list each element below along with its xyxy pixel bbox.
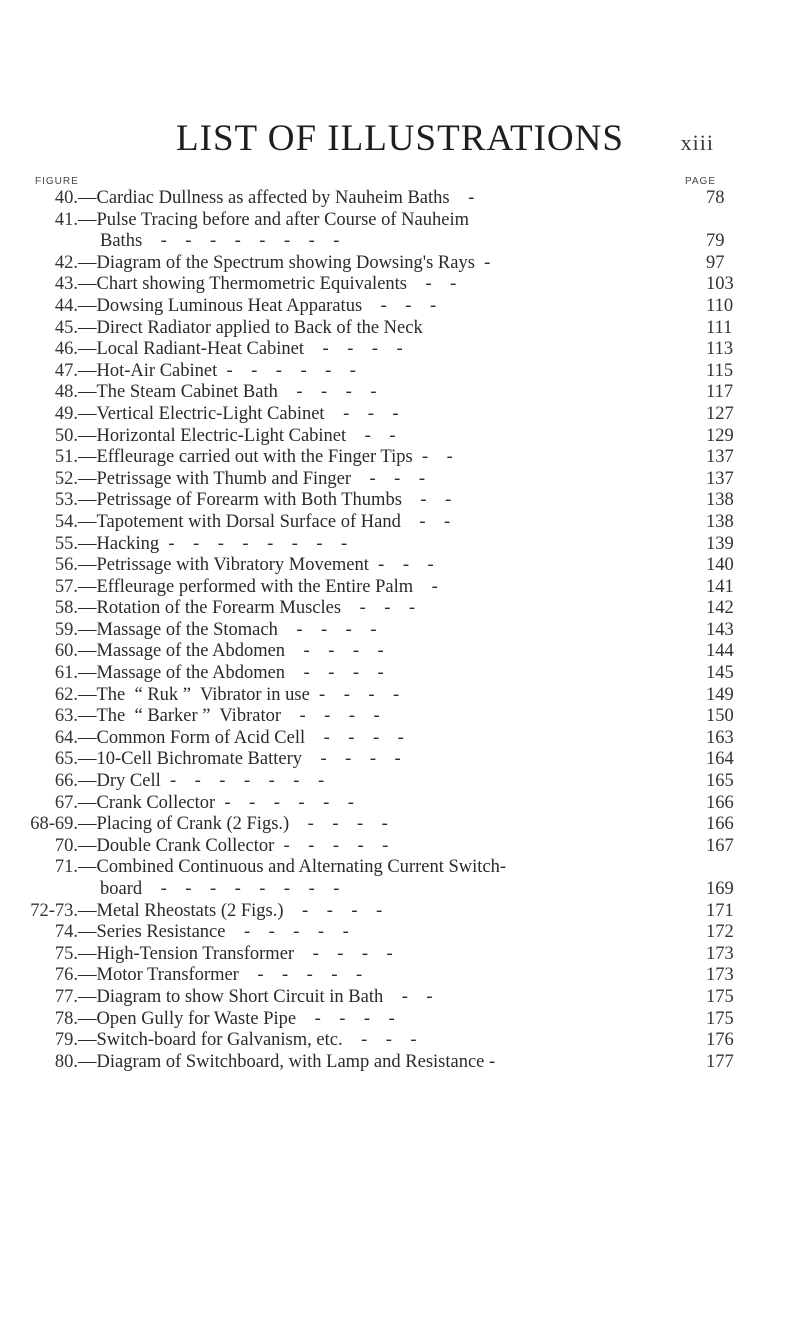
caption-line: —Open Gully for Waste Pipe - - - - [78, 1008, 395, 1029]
figure-caption [78, 1009, 718, 1031]
page-reference: 110 [706, 295, 734, 316]
figure-caption [78, 382, 718, 404]
figure-caption [78, 598, 718, 620]
page-reference: 175 [706, 986, 734, 1007]
figure-caption [78, 901, 718, 923]
caption-line: —The Steam Cabinet Bath - - - - [78, 382, 377, 403]
list-item [0, 857, 800, 900]
caption-line: —Double Crank Collector - - - - - [78, 835, 389, 856]
page-reference: 97 [706, 252, 725, 273]
figure-caption [78, 210, 718, 253]
caption-line: —The “ Ruk ” Vibrator in use - - - - [78, 684, 400, 705]
figure-number: 62. [54, 684, 78, 705]
figure-caption [78, 836, 718, 858]
page-reference: 78 [706, 188, 725, 208]
figure-caption [78, 426, 718, 448]
figure-number: 42. [54, 252, 78, 273]
figure-number: 54. [54, 511, 78, 532]
figure-number: 58. [54, 598, 78, 619]
list-item [0, 426, 800, 448]
page-reference: 172 [706, 922, 734, 943]
list-item [0, 814, 800, 836]
figure-number: 67. [54, 792, 78, 813]
page-reference: 140 [706, 555, 734, 576]
caption-line: —Petrissage with Vibratory Movement - - - [78, 555, 434, 576]
page-reference: 169 [706, 879, 734, 899]
list-item [0, 922, 800, 944]
caption-line: board - - - - - - - - [100, 879, 340, 899]
page-reference: 129 [706, 425, 734, 446]
page-column-label: PAGE [684, 176, 716, 187]
page-reference: 166 [706, 792, 734, 813]
list-item [0, 771, 800, 793]
figure-number: 78. [54, 1008, 78, 1029]
page-reference: 175 [706, 1008, 734, 1029]
figure-number: 48. [54, 382, 78, 403]
figure-caption [78, 274, 718, 296]
figure-number: 79. [54, 1030, 78, 1051]
page-reference: 138 [706, 511, 734, 532]
figure-number: 41. [54, 209, 78, 230]
caption-line: —Effleurage carried out with the Finger Tips - - [78, 447, 453, 468]
caption-line: —Massage of the Stomach - - - - [78, 619, 377, 640]
figure-caption [78, 944, 718, 966]
caption-line: —Vertical Electric-Light Cabinet - - - [78, 403, 399, 424]
list-item [0, 663, 800, 685]
caption-line: —Combined Continuous and Alternating Current Switch- [78, 857, 507, 878]
page-reference: 115 [706, 360, 734, 381]
list-item [0, 965, 800, 987]
page-reference: 176 [706, 1030, 734, 1051]
caption-line: —Effleurage performed with the Entire Palm - [78, 576, 438, 597]
figure-number: 77. [54, 986, 78, 1007]
caption-line: —Metal Rheostats (2 Figs.) - - - - [78, 900, 383, 921]
figure-number: 43. [54, 274, 78, 295]
figure-number: 74. [54, 922, 78, 943]
page-reference: 117 [706, 382, 734, 403]
caption-line: Baths - - - - - - - - [100, 231, 340, 252]
figure-caption [78, 922, 718, 944]
figure-number: 71. [54, 857, 78, 878]
page-reference: 111 [706, 317, 733, 338]
figure-caption [78, 814, 718, 836]
page-reference: 173 [706, 965, 734, 986]
list-item [0, 836, 800, 858]
caption-line: —Switch-board for Galvanism, etc. - - - [78, 1030, 417, 1051]
page-reference: 163 [706, 727, 734, 748]
figure-number: 63. [54, 706, 78, 727]
caption-line: —Crank Collector - - - - - - [78, 792, 354, 813]
list-item [0, 274, 800, 296]
figure-caption [78, 793, 718, 815]
figure-caption [78, 490, 718, 512]
page-reference: 171 [706, 900, 734, 921]
figure-number: 55. [54, 533, 78, 554]
page-reference: 173 [706, 943, 734, 964]
caption-line: —Massage of the Abdomen - - - - [78, 663, 384, 684]
list-item [0, 382, 800, 404]
figure-column-label: FIGURE [35, 176, 79, 187]
list-item [0, 296, 800, 318]
page-reference: 150 [706, 706, 734, 727]
caption-line: —Dry Cell - - - - - - - [78, 771, 325, 792]
caption-line: —Petrissage of Forearm with Both Thumbs - - [78, 490, 452, 511]
list-item [0, 944, 800, 966]
page-reference: 167 [706, 835, 734, 856]
figure-caption [78, 728, 718, 750]
list-item [0, 987, 800, 1009]
list-item [0, 210, 800, 253]
list-item [0, 706, 800, 728]
figure-caption [78, 663, 718, 685]
figure-caption [78, 512, 718, 534]
caption-line: —Common Form of Acid Cell - - - - [78, 727, 404, 748]
page-reference: 141 [706, 576, 734, 597]
figure-caption [78, 447, 718, 469]
caption-line: —Tapotement with Dorsal Surface of Hand - - [78, 511, 451, 532]
figure-caption [78, 253, 718, 275]
figure-caption [78, 534, 718, 556]
figure-number: 76. [54, 965, 78, 986]
figure-number: 70. [54, 835, 78, 856]
list-item [0, 577, 800, 599]
page-reference: 113 [706, 339, 734, 360]
figure-number: 60. [54, 641, 78, 662]
figure-number: 72-73. [30, 900, 78, 921]
page-reference: 149 [706, 684, 734, 705]
caption-line: —Cardiac Dullness as affected by Nauheim Baths - [78, 188, 475, 208]
caption-line: —Diagram to show Short Circuit in Bath - - [78, 986, 433, 1007]
caption-line: —Placing of Crank (2 Figs.) - - - - [78, 814, 388, 835]
page-reference: 166 [706, 814, 734, 835]
figure-caption [78, 577, 718, 599]
caption-line: —Dowsing Luminous Heat Apparatus - - - [78, 295, 437, 316]
list-item [0, 447, 800, 469]
figure-number: 66. [54, 771, 78, 792]
caption-line: —Hacking - - - - - - - - [78, 533, 348, 554]
figure-caption [78, 339, 718, 361]
caption-line: —The “ Barker ” Vibrator - - - - [78, 706, 380, 727]
figure-number: 40. [54, 188, 78, 208]
list-item [0, 490, 800, 512]
figure-caption [78, 1030, 718, 1052]
figure-number: 46. [54, 339, 78, 360]
figure-caption [78, 296, 718, 318]
figure-caption [78, 361, 718, 383]
page-reference: 144 [706, 641, 734, 662]
list-item [0, 555, 800, 577]
list-item [0, 253, 800, 275]
page-reference: 177 [706, 1051, 734, 1072]
figure-number: 59. [54, 619, 78, 640]
caption-line: —10-Cell Bichromate Battery - - - - [78, 749, 401, 770]
figure-number: 51. [54, 447, 78, 468]
list-item [0, 512, 800, 534]
figure-caption [78, 771, 718, 793]
figure-caption [78, 1052, 718, 1074]
caption-line: —Pulse Tracing before and after Course of Nauheim [78, 209, 469, 230]
figure-caption [78, 706, 718, 728]
figure-number: 56. [54, 555, 78, 576]
figure-number: 50. [54, 425, 78, 446]
figure-caption [78, 620, 718, 642]
figure-caption [78, 404, 718, 426]
figure-number: 52. [54, 468, 78, 489]
caption-line: —Massage of the Abdomen - - - - [78, 641, 384, 662]
figure-number: 47. [54, 360, 78, 381]
list-item [0, 685, 800, 707]
page-reference: 142 [706, 598, 734, 619]
caption-line: —Chart showing Thermometric Equivalents - - [78, 274, 457, 295]
page-reference: 165 [706, 771, 734, 792]
figure-caption [78, 987, 718, 1009]
figure-caption [78, 685, 718, 707]
list-item [0, 361, 800, 383]
figure-caption [78, 318, 718, 340]
figure-caption [78, 555, 718, 577]
caption-line: —Local Radiant-Heat Cabinet - - - - [78, 339, 403, 360]
caption-line: —Diagram of Switchboard, with Lamp and Resistance - [78, 1051, 496, 1072]
list-item [0, 901, 800, 923]
figure-number: 65. [54, 749, 78, 770]
page-header [0, 118, 800, 168]
page-reference: 103 [706, 274, 734, 295]
page-reference: 143 [706, 619, 734, 640]
figure-number: 64. [54, 727, 78, 748]
list-item [0, 1009, 800, 1031]
page-number: xiii [680, 130, 714, 155]
page-reference: 145 [706, 663, 734, 684]
figure-caption [78, 857, 718, 900]
figure-number: 61. [54, 663, 78, 684]
page-reference: 127 [706, 403, 734, 424]
list-item [0, 534, 800, 556]
list-item [0, 469, 800, 491]
figure-number: 57. [54, 576, 78, 597]
figure-caption [78, 641, 718, 663]
figure-caption [78, 965, 718, 987]
caption-line: —Direct Radiator applied to Back of the Neck [78, 317, 423, 338]
list-item [0, 188, 800, 210]
list-item [0, 404, 800, 426]
caption-line: —Motor Transformer - - - - - [78, 965, 363, 986]
page-reference: 138 [706, 490, 734, 511]
figure-number: 44. [54, 295, 78, 316]
figure-number: 75. [54, 943, 78, 964]
list-item [0, 641, 800, 663]
illustrations-list [0, 188, 800, 1073]
list-item [0, 318, 800, 340]
list-item [0, 728, 800, 750]
figure-number: 45. [54, 317, 78, 338]
figure-number: 68-69. [30, 814, 78, 835]
caption-line: —Petrissage with Thumb and Finger - - - [78, 468, 426, 489]
figure-caption [78, 469, 718, 491]
list-item [0, 598, 800, 620]
list-item [0, 620, 800, 642]
caption-line: —Rotation of the Forearm Muscles - - - [78, 598, 416, 619]
figure-number: 49. [54, 403, 78, 424]
page-reference: 137 [706, 447, 734, 468]
list-item [0, 793, 800, 815]
caption-line: —Horizontal Electric-Light Cabinet - - [78, 425, 396, 446]
list-item [0, 1052, 800, 1074]
figure-number: 53. [54, 490, 78, 511]
caption-line: —High-Tension Transformer - - - - [78, 943, 393, 964]
caption-line: —Series Resistance - - - - - [78, 922, 349, 943]
figure-number: 80. [54, 1051, 78, 1072]
page-title: LIST OF ILLUSTRATIONS [176, 118, 624, 159]
page-reference: 79 [706, 231, 725, 252]
caption-line: —Diagram of the Spectrum showing Dowsing's Rays - [78, 252, 491, 273]
page-reference: 164 [706, 749, 734, 770]
figure-caption [78, 188, 718, 210]
list-item [0, 1030, 800, 1052]
list-item [0, 339, 800, 361]
figure-caption [78, 749, 718, 771]
caption-line: —Hot-Air Cabinet - - - - - - [78, 360, 356, 381]
list-item [0, 749, 800, 771]
page-reference: 137 [706, 468, 734, 489]
page-reference: 139 [706, 533, 734, 554]
